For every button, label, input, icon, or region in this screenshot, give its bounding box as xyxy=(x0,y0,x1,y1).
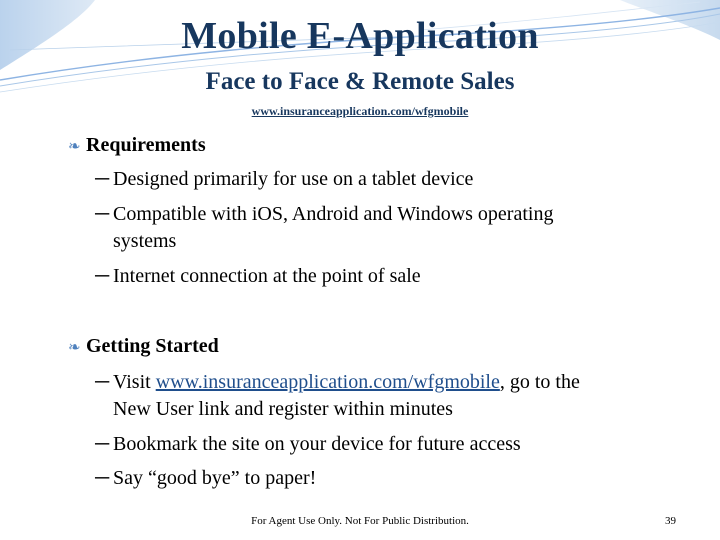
list-item xyxy=(95,198,695,230)
list-item-continuation: systems xyxy=(113,230,177,252)
list-item xyxy=(95,366,695,398)
footer-disclaimer: For Agent Use Only. Not For Public Distribution. xyxy=(251,515,469,527)
page-title: Mobile E-Application xyxy=(181,15,539,57)
list-item xyxy=(95,260,695,292)
page-number: 39 xyxy=(665,515,676,527)
section-heading-label: Requirements xyxy=(86,134,206,156)
section-heading-label: Getting Started xyxy=(86,335,219,357)
page-subtitle: Face to Face & Remote Sales xyxy=(205,68,515,95)
list-item xyxy=(95,163,695,195)
dash-icon: ─ xyxy=(95,371,110,393)
section-heading-requirements xyxy=(68,134,206,157)
dash-icon: ─ xyxy=(95,433,110,455)
header-url-link[interactable]: www.insuranceapplication.com/wfgmobile xyxy=(251,104,469,118)
list-item-text: Say “good bye” to paper! xyxy=(113,467,317,489)
list-item-text: Designed primarily for use on a tablet device xyxy=(113,168,474,190)
dash-icon: ─ xyxy=(95,265,110,287)
dash-icon: ─ xyxy=(95,168,110,190)
list-item xyxy=(95,462,695,494)
list-item-continuation: New User link and register within minutes xyxy=(113,398,453,420)
leaf-icon: ❧ xyxy=(68,139,81,155)
dash-icon: ─ xyxy=(95,467,110,489)
list-item-text: Compatible with iOS, Android and Windows operating xyxy=(113,203,554,225)
section-heading-getting-started xyxy=(68,335,219,358)
list-item-text: Bookmark the site on your device for future access xyxy=(113,433,521,455)
list-item-text: , go to the xyxy=(499,371,580,393)
dash-icon: ─ xyxy=(95,203,110,225)
leaf-icon: ❧ xyxy=(68,340,81,356)
list-item xyxy=(95,428,695,460)
wfgmobile-link[interactable]: www.insuranceapplication.com/wfgmobile xyxy=(155,371,500,393)
list-item-text: Internet connection at the point of sale xyxy=(113,265,421,287)
list-item-text: Visit xyxy=(113,371,156,393)
